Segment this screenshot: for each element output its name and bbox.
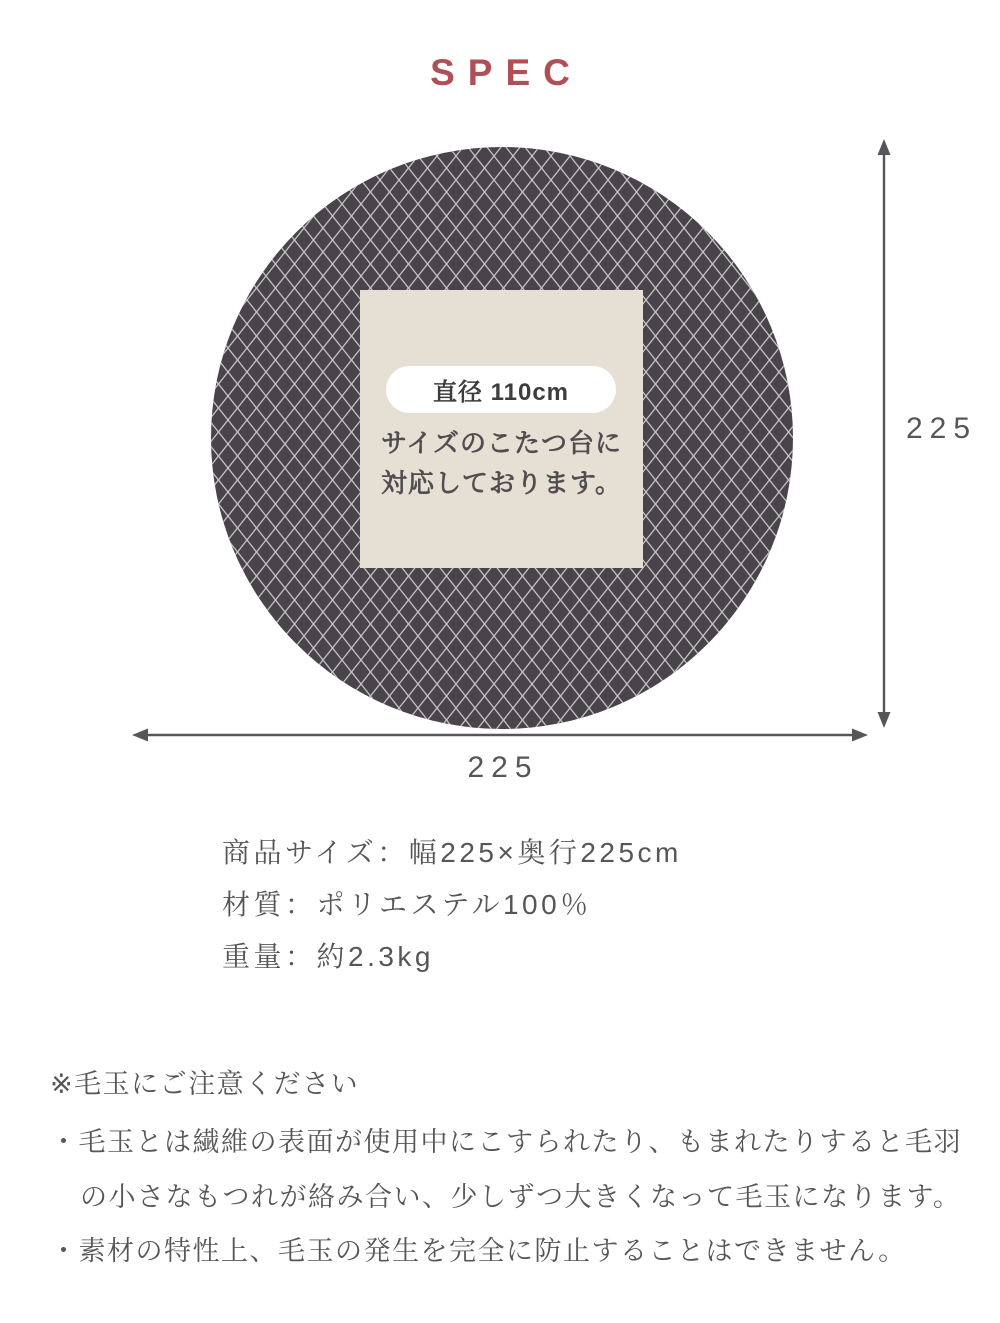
panel-caption-line1: サイズのこたつ台に bbox=[381, 428, 622, 458]
spec-weight-line: 重量：約2.3kg bbox=[222, 941, 434, 972]
product-spec-list bbox=[222, 827, 682, 983]
width-dimension-label: 225 bbox=[467, 751, 539, 784]
diameter-badge-label: 直径 110cm bbox=[432, 379, 570, 406]
caution-line-continuation: の小さなもつれが絡み合い、少しずつ大きくなって毛玉になります。 bbox=[80, 1182, 962, 1212]
caution-line: ・毛玉とは繊維の表面が使用中にこすられたり、もまれたりすると毛羽 bbox=[50, 1127, 962, 1157]
caution-heading: ※毛玉にご注意ください bbox=[50, 1069, 360, 1099]
width-dimension-arrow bbox=[132, 729, 868, 742]
height-dimension-label: 225 bbox=[906, 412, 978, 445]
height-dimension-arrow bbox=[878, 139, 891, 728]
panel-caption-line2: 対応しております。 bbox=[381, 468, 622, 498]
caution-line: ・素材の特性上、毛玉の発生を完全に防止することはできません。 bbox=[50, 1236, 907, 1266]
spec-material-line: 材質：ポリエステル100％ bbox=[222, 889, 592, 920]
page-title: SPEC bbox=[430, 52, 583, 93]
diameter-badge bbox=[386, 366, 616, 413]
kotatsu-size-panel bbox=[360, 290, 643, 568]
spec-size-line: 商品サイズ：幅225×奥行225cm bbox=[222, 837, 682, 868]
